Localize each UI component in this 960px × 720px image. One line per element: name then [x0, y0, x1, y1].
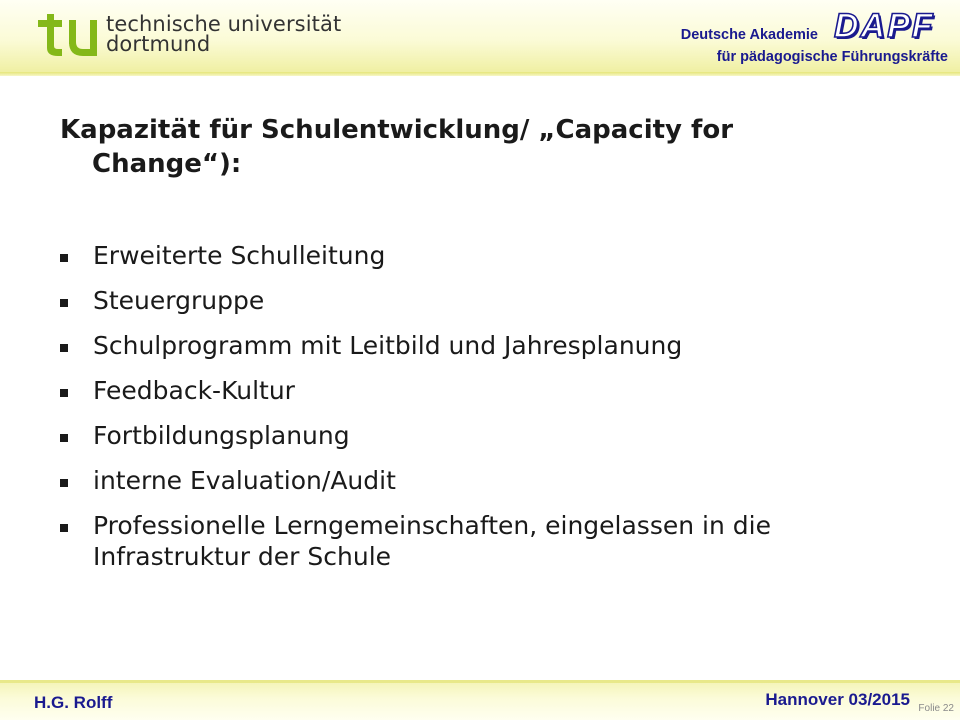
- bullet-square-icon: [60, 299, 68, 307]
- title-line1: Kapazität für Schulentwicklung/ „Capacity for: [60, 115, 734, 145]
- bullet-text: Feedback-Kultur: [93, 376, 295, 405]
- slide-number: Folie 22: [918, 703, 954, 714]
- akademie-name: Deutsche Akademie: [680, 27, 818, 43]
- bullet-item: [60, 240, 900, 271]
- bullet-text: Erweiterte Schulleitung: [93, 241, 386, 270]
- footer-divider: [0, 680, 960, 683]
- title-line2: Change“):: [92, 149, 242, 179]
- university-name: [106, 14, 341, 54]
- bullet-square-icon: [60, 344, 68, 352]
- bullet-item: [60, 375, 900, 406]
- university-line2: dortmund: [106, 32, 211, 56]
- slide-title: [60, 113, 820, 181]
- bullet-item: [60, 285, 900, 316]
- bullet-text: Professionelle Lerngemeinschaften, eingelassen in die: [93, 511, 771, 540]
- footer-event: Hannover 03/2015: [765, 690, 910, 709]
- bullet-square-icon: [60, 254, 68, 262]
- bullet-item: [60, 420, 900, 451]
- university-line1: technische universität: [106, 12, 342, 36]
- bullet-text: Steuergruppe: [93, 286, 265, 315]
- dapf-logo: DAPF: [834, 7, 935, 45]
- bullet-item: [60, 465, 900, 496]
- akademie-subtitle: für pädagogische Führungskräfte: [716, 49, 948, 65]
- bullet-list: [60, 240, 900, 586]
- bullet-square-icon: [60, 479, 68, 487]
- bullet-square-icon: [60, 389, 68, 397]
- tu-logo-icon: [38, 14, 100, 58]
- bullet-item: [60, 330, 900, 361]
- bullet-text: Schulprogramm mit Leitbild und Jahresplanung: [93, 331, 683, 360]
- bullet-square-icon: [60, 524, 68, 532]
- bullet-text-continued: Infrastruktur der Schule: [93, 542, 392, 571]
- bullet-text: interne Evaluation/Audit: [93, 466, 396, 495]
- bullet-square-icon: [60, 434, 68, 442]
- bullet-text: Fortbildungsplanung: [93, 421, 350, 450]
- header-divider: [0, 72, 960, 76]
- footer-author: H.G. Rolff: [34, 693, 113, 712]
- bullet-item: [60, 510, 900, 572]
